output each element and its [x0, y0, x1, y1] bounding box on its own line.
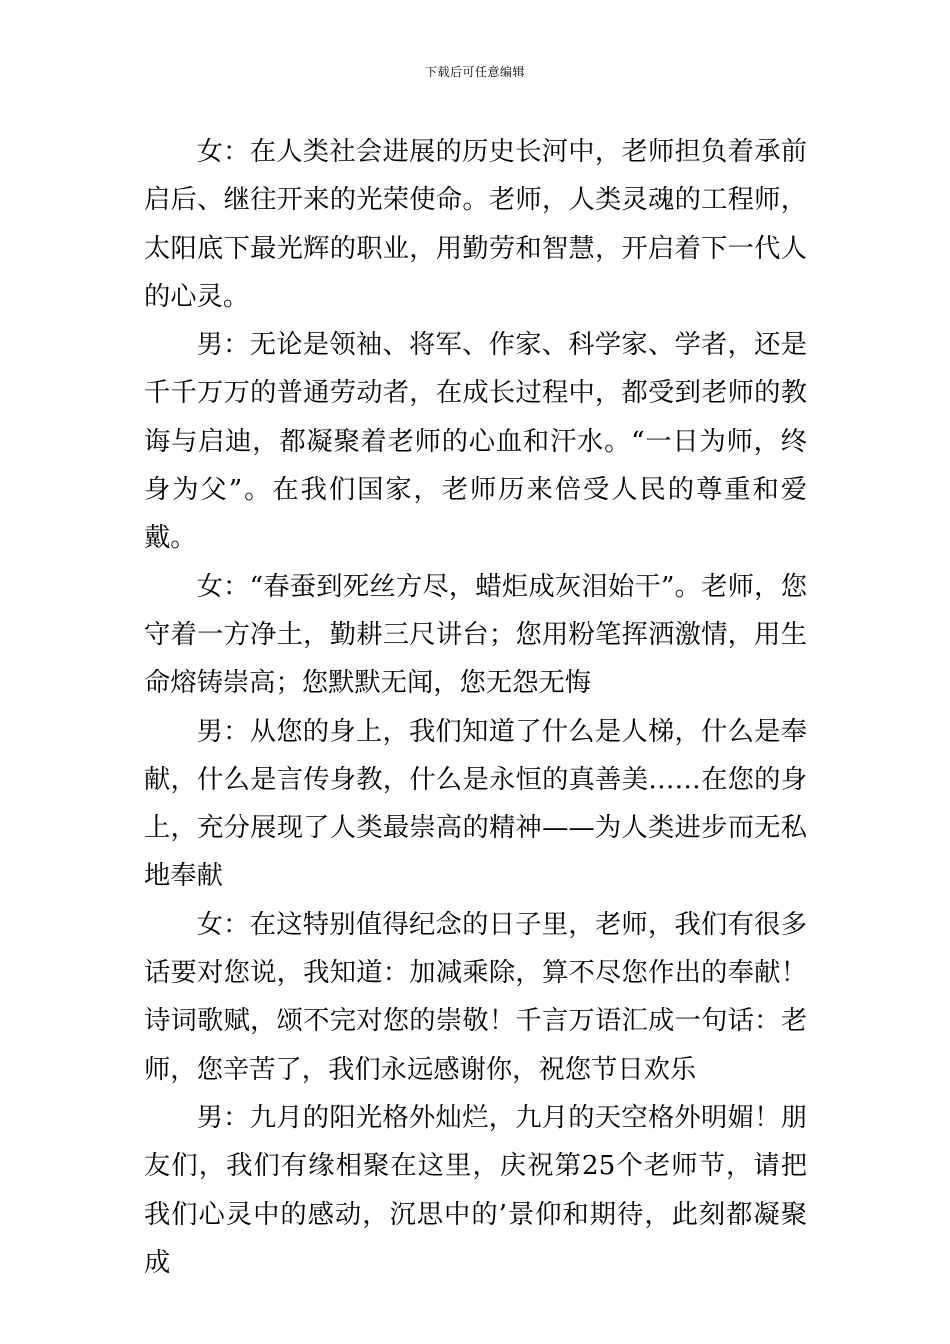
paragraph-male-1: 男：无论是领袖、将军、作家、科学家、学者，还是千千万万的普通劳动者，在成长过程中，都受到老师的教诲与启迪，都凝聚着老师的心血和汗水。“一日为师，终身为父”。在我们国家，老师历来倍受人民的尊重和爱戴。 — [144, 330, 807, 554]
page-header: 下载后可任意编辑 — [424, 65, 525, 79]
paragraph-female-1: 女：在人类社会进展的历史长河中，老师担负着承前启后、继往开来的光荣使命。老师，人类灵魂的工程师，太阳底下最光辉的职业，用勤劳和智慧，开启着下一代人的心灵。 — [144, 137, 807, 312]
paragraph-male-3: 男：九月的阳光格外灿烂，九月的天空格外明媚！朋友们，我们有缘相聚在这里，庆祝第25个老师节，请把我们心灵中的感动，沉思中的’景仰和期待，此刻都凝聚成 — [144, 1102, 807, 1278]
paragraph-female-3: 女：在这特别值得纪念的日子里，老师，我们有很多话要对您说，我知道：加减乘除，算不尽您作出的奉献！诗词歌赋，颂不完对您的崇敬！千言万语汇成一句话：老师，您辛苦了，我们永远感谢你，祝您节日欢乐 — [144, 909, 807, 1085]
paragraph-male-2: 男：从您的身上，我们知道了什么是人梯，什么是奉献，什么是言传身教，什么是永恒的真善美……在您的身上，充分展现了人类最崇高的精神——为人类进步而无私地奉献 — [144, 716, 807, 892]
document-body — [144, 128, 807, 1287]
paragraph-female-2: 女：“春蚕到死丝方尽，蜡炬成灰泪始干”。老师，您守着一方净土，勤耕三尺讲台；您用粉笔挥洒激情，用生命熔铸崇高；您默默无闻，您无怨无悔 — [144, 571, 807, 699]
